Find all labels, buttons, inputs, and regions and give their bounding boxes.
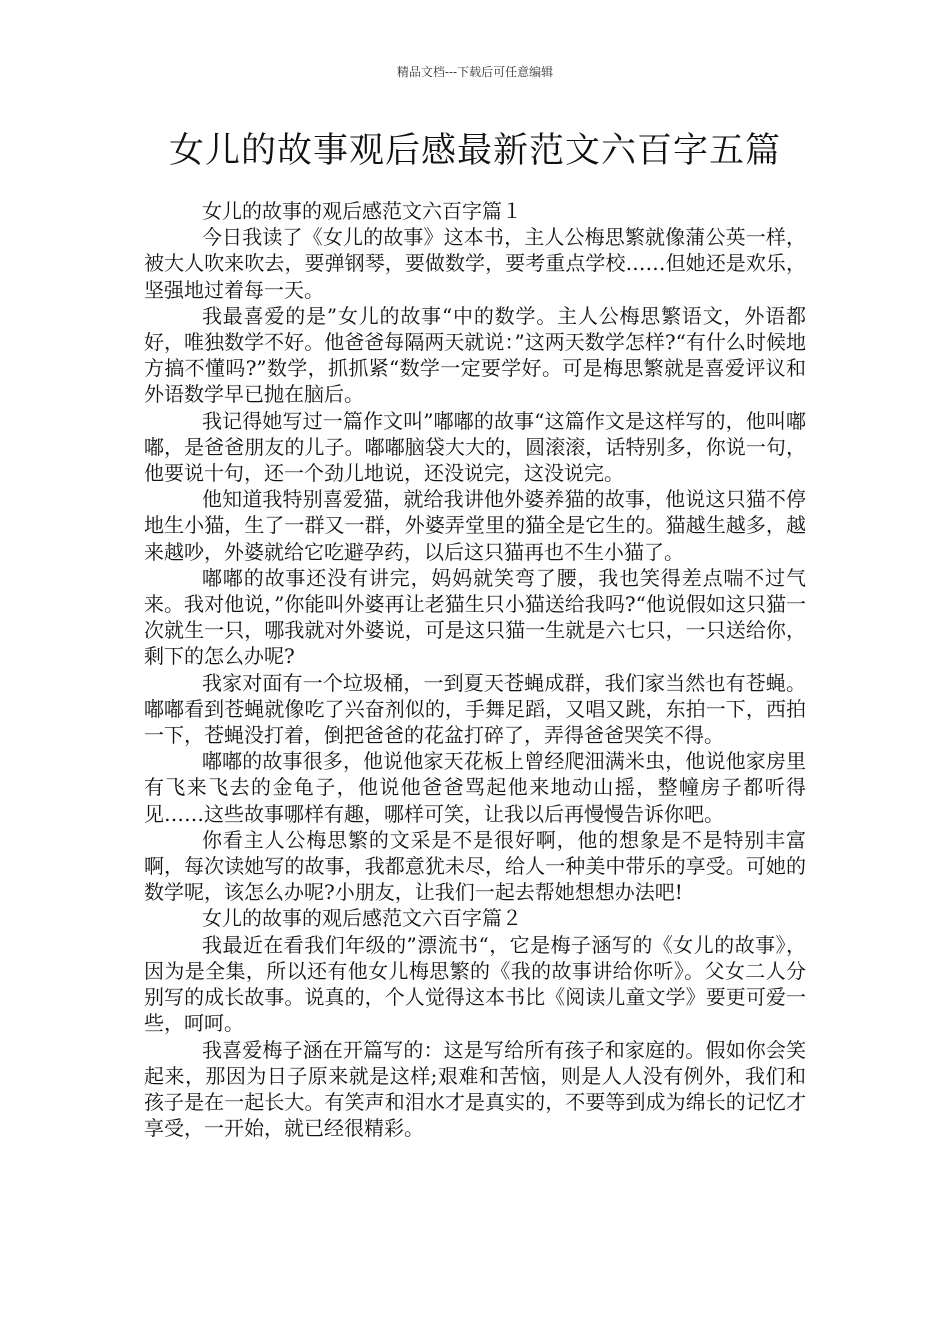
section-heading: 女儿的故事的观后感范文六百字篇２ xyxy=(202,906,522,931)
document-body xyxy=(144,198,806,1141)
paragraph: 我最喜爱的是”女儿的故事“中的数学。主人公梅思繁语文，外语都好，唯独数学不好。他爸爸每隔两天就说：”这两天数学怎样?“有什么时候地方搞不懂吗?”数学，抓抓紧“数学一定要学好。可是梅思繁就是喜爱评议和外语数学早已抛在脑后。 xyxy=(144,303,806,407)
paragraph: 嘟嘟的故事很多，他说他家天花板上曾经爬沺满米虫，他说他家房里有飞来飞去的金龟子，他说他爸爸骂起他来地动山摇，整幢房子都听得见……这些故事哪样有趣，哪样可笑，让我以后再慢慢告诉你吧。 xyxy=(144,749,806,826)
paragraph: 今日我读了《女儿的故事》这本书，主人公梅思繁就像蒲公英一样，被大人吹来吹去，要弹钢琴，要做数学，要考重点学校……但她还是欢乐，坚强地过着每一天。 xyxy=(144,225,806,302)
paragraph: 你看主人公梅思繁的文采是不是很好啊，他的想象是不是特别丰富啊，每次读她写的故事，我都意犹未尽，给人一种美中带乐的享受。可她的数学呢，该怎么办呢?小朋友，让我们一起去帮她想想办法吧! xyxy=(144,827,806,905)
document-title: 女儿的故事观后感最新范文六百字五篇 xyxy=(168,131,781,171)
paragraph: 他知道我特别喜爱猫，就给我讲他外婆养猫的故事，他说这只猫不停地生小猫，生了一群又一群，外婆弄堂里的猫全是它生的。猫越生越多，越来越吵，外婆就给它吃避孕药，以后这只猫再也不生小猫了。 xyxy=(144,487,806,564)
paragraph: 我最近在看我们年级的”漂流书“，它是梅子涵写的《女儿的故事》，因为是全集，所以还有他女儿梅思繁的《我的故事讲给你听》。父女二人分别写的成长故事。说真的，个人觉得这本书比《阅读儿童文学》要更可爱一些，呵呵。 xyxy=(144,932,806,1036)
paragraph: 嘟嘟的故事还没有讲完，妈妈就笑弯了腰，我也笑得差点喘不过气来。我对他说，”你能叫外婆再让老猫生只小猫送给我吗?“他说假如这只猫一次就生一只，哪我就对外婆说，可是这只猫一生就是六七只，一只送给你，剩下的怎么办呢? xyxy=(144,565,806,669)
paragraph: 我家对面有一个垃圾桶，一到夏天苍蝇成群，我们家当然也有苍蝇。嘟嘟看到苍蝇就像吃了兴奋剂似的，手舞足蹈，又唱又跳，东拍一下，西拍一下，苍蝇没打着，倒把爸爸的花盆打碎了，弄得爸爸哭笑不得。 xyxy=(144,670,806,748)
paragraph: 我记得她写过一篇作文叫”嘟嘟的故事“这篇作文是这样写的，他叫嘟嘟，是爸爸朋友的儿子。嘟嘟脑袋大大的，圆滚滚，话特别多，你说一句，他要说十句，还一个劲儿地说，还没说完，这没说完。 xyxy=(144,408,806,486)
paragraph: 我喜爱梅子涵在开篇写的：这是写给所有孩子和家庭的。假如你会笑起来，那因为日子原来就是这样;艰难和苦恼，则是人人没有例外，我们和孩子是在一起长大。有笑声和泪水才是真实的，不要等到成为绵长的记忆才享受，一开始，就已经很精彩。 xyxy=(144,1037,806,1141)
page-header: 精品文档---下载后可任意编辑 xyxy=(396,65,554,79)
section-heading: 女儿的故事的观后感范文六百字篇１ xyxy=(202,199,522,223)
